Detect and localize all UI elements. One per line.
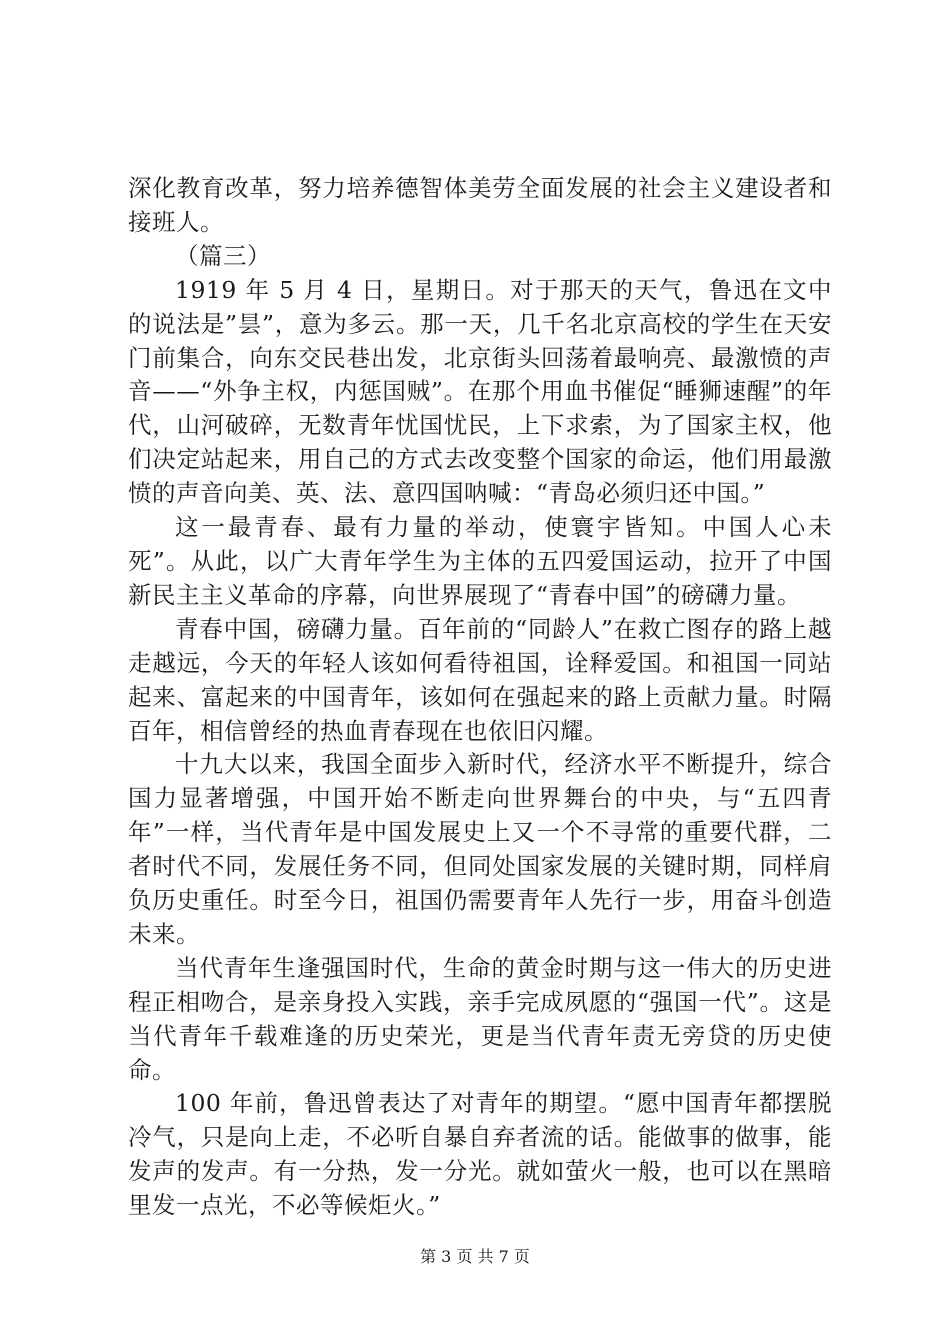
paragraph: 当代青年生逢强国时代，生命的黄金时期与这一伟大的历史进程正相吻合，是亲身投入实践，亲手完成夙愿的“强国一代”。这是当代青年千载难逢的历史荣光，更是当代青年责无旁贷的历史使命。 bbox=[128, 953, 832, 1084]
paragraph: 1919 年 5 月 4 日，星期日。对于那天的天气，鲁迅在文中的说法是”昙”，意为多云。那一天，几千名北京高校的学生在天安门前集合，向东交民巷出发，北京街头回荡着最响亮、最激愤的声音——“外争主权，内惩国贼”。在那个用血书催促“睡狮速醒”的年代，山河破碎，无数青年忧国忧民，上下求索，为了国家主权，他们决定站起来，用自己的方式去改变整个国家的命运，他们用最激愤的声音向美、英、法、意四国呐喊：“青岛必须归还中国。” bbox=[128, 275, 832, 508]
paragraph: 这一最青春、最有力量的举动，使寰宇皆知。中国人心未死”。从此，以广大青年学生为主体的五四爱国运动，拉开了中国新民主主义革命的序幕，向世界展现了“青春中国”的磅礴力量。 bbox=[128, 513, 832, 609]
paragraph: 100 年前，鲁迅曾表达了对青年的期望。“愿中国青年都摆脱冷气，只是向上走，不必听自暴自弃者流的话。能做事的做事，能发声的发声。有一分热，发一分光。就如萤火一般，也可以在黑暗里发一点光，不必等候炬火。” bbox=[128, 1089, 832, 1220]
section-heading: （篇三） bbox=[175, 241, 271, 270]
paragraph-continuation: 深化教育改革，努力培养德智体美劳全面发展的社会主义建设者和接班人。 bbox=[128, 174, 832, 236]
page-number-footer: 第 3 页 共 7 页 bbox=[420, 1247, 530, 1266]
paragraph: 青春中国，磅礴力量。百年前的“同龄人”在救亡图存的路上越走越远，今天的年轻人该如何看待祖国，诠释爱国。和祖国一同站起来、富起来的中国青年，该如何在强起来的路上贡献力量。时隔百年，相信曾经的热血青春现在也依旧闪耀。 bbox=[128, 614, 832, 745]
document-body bbox=[128, 172, 832, 1223]
paragraph: 十九大以来，我国全面步入新时代，经济水平不断提升，综合国力显著增强，中国开始不断走向世界舞台的中央，与“五四青年”一样，当代青年是中国发展史上又一个不寻常的重要代群，二者时代不同，发展任务不同，但同处国家发展的关键时期，同样肩负历史重任。时至今日，祖国仍需要青年人先行一步，用奋斗创造未来。 bbox=[128, 750, 832, 948]
